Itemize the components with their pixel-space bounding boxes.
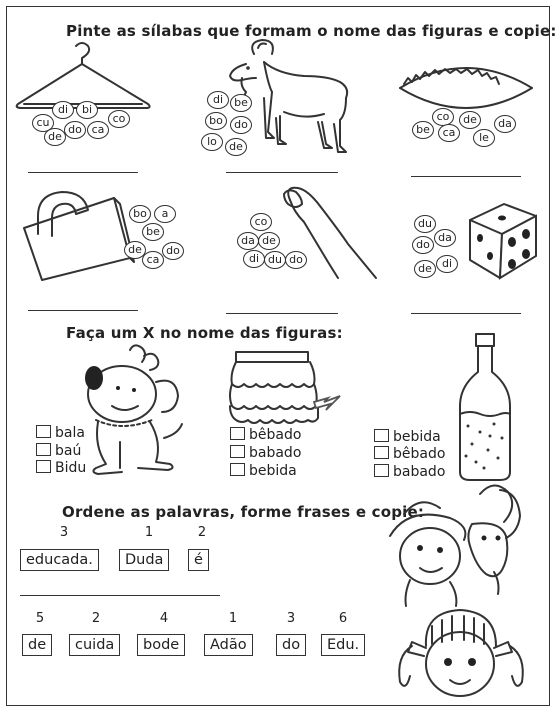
word-number: 3 (59, 525, 69, 540)
checkbox[interactable] (374, 446, 389, 459)
word-card[interactable]: é (188, 549, 209, 571)
instruction-syllables: Pinte as sílabas que formam o nome das figuras e copie: (66, 22, 557, 40)
word-card[interactable]: Edu. (321, 634, 365, 656)
answer-line[interactable] (28, 310, 138, 311)
checkbox[interactable] (230, 445, 245, 458)
syllable-bubble[interactable]: be (230, 94, 252, 112)
syllable-bubble[interactable]: de (44, 128, 66, 146)
syllable-bubble[interactable]: bo (205, 112, 227, 130)
syllable-bubble[interactable]: di (52, 101, 74, 119)
answer-line[interactable] (20, 595, 220, 596)
syllable-bubble[interactable]: do (230, 116, 252, 134)
answer-line[interactable] (411, 176, 521, 177)
word-card[interactable]: de (22, 634, 52, 656)
word-number: 6 (338, 611, 348, 626)
option-checkbox[interactable] (36, 443, 81, 459)
checkbox[interactable] (230, 463, 245, 476)
checkbox[interactable] (36, 425, 51, 438)
syllable-bubble[interactable]: di (436, 255, 458, 273)
syllable-bubble[interactable]: de (459, 111, 481, 129)
syllable-bubble[interactable]: ca (142, 251, 164, 269)
bottle-icon (450, 332, 520, 482)
boy-with-goat-icon (384, 484, 530, 608)
syllable-bubble[interactable]: le (473, 129, 495, 147)
option-checkbox[interactable] (374, 429, 441, 445)
option-label: bebida (249, 463, 297, 479)
checkbox[interactable] (36, 443, 51, 456)
word-card[interactable]: cuida (69, 634, 120, 656)
syllable-bubble[interactable]: de (258, 232, 280, 250)
answer-line[interactable] (411, 313, 521, 314)
syllable-bubble[interactable]: bi (76, 101, 98, 119)
syllable-bubble[interactable]: de (414, 260, 436, 278)
syllable-bubble[interactable]: co (250, 213, 272, 231)
option-label: bêbado (393, 446, 446, 462)
answer-line[interactable] (28, 172, 138, 173)
girl-icon (392, 606, 528, 702)
padlock-icon (18, 188, 134, 284)
word-number: 3 (286, 611, 296, 626)
word-card[interactable]: Adão (204, 634, 253, 656)
syllable-bubble[interactable]: do (412, 236, 434, 254)
syllable-bubble[interactable]: de (225, 138, 247, 156)
word-number: 2 (91, 611, 101, 626)
answer-line[interactable] (226, 172, 338, 173)
option-checkbox[interactable] (36, 460, 86, 476)
checkbox[interactable] (374, 429, 389, 442)
syllable-bubble[interactable]: do (64, 121, 86, 139)
syllable-bubble[interactable]: ca (87, 121, 109, 139)
option-label: baú (55, 443, 82, 459)
skirt-icon (222, 346, 342, 430)
syllable-bubble[interactable]: di (207, 91, 229, 109)
word-number: 2 (197, 525, 207, 540)
option-label: bala (55, 425, 85, 441)
word-card[interactable]: Duda (119, 549, 169, 571)
dice-icon (460, 198, 540, 282)
option-label: babado (393, 464, 446, 480)
syllable-bubble[interactable]: da (237, 232, 259, 250)
answer-line[interactable] (226, 313, 338, 314)
option-label: bêbado (249, 427, 302, 443)
syllable-bubble[interactable]: bo (129, 205, 151, 223)
syllable-bubble[interactable]: a (154, 205, 176, 223)
word-number: 1 (144, 525, 154, 540)
syllable-bubble[interactable]: be (142, 223, 164, 241)
word-number: 1 (228, 611, 238, 626)
syllable-bubble[interactable]: co (432, 108, 454, 126)
syllable-bubble[interactable]: lo (201, 133, 223, 151)
syllable-bubble[interactable]: da (434, 229, 456, 247)
syllable-bubble[interactable]: de (124, 241, 146, 259)
syllable-bubble[interactable]: be (412, 121, 434, 139)
instruction-order: Ordene as palavras, forme frases e copie: (62, 503, 425, 521)
word-card[interactable]: educada. (20, 549, 99, 571)
checkbox[interactable] (374, 464, 389, 477)
dog-icon (72, 342, 188, 476)
word-number: 5 (35, 611, 45, 626)
syllable-bubble[interactable]: cu (32, 114, 54, 132)
option-label: babado (249, 445, 302, 461)
pastry-icon (396, 54, 536, 110)
syllable-bubble[interactable]: do (285, 251, 307, 269)
word-number: 4 (159, 611, 169, 626)
option-checkbox[interactable] (230, 463, 297, 479)
syllable-bubble[interactable]: ca (438, 124, 460, 142)
syllable-bubble[interactable]: du (414, 215, 436, 233)
option-checkbox[interactable] (374, 464, 445, 480)
instruction-mark-x: Faça um X no nome das figuras: (66, 324, 343, 342)
syllable-bubble[interactable]: do (162, 242, 184, 260)
syllable-bubble[interactable]: di (243, 250, 265, 268)
syllable-bubble[interactable]: co (108, 110, 130, 128)
option-label: bebida (393, 429, 441, 445)
option-checkbox[interactable] (36, 425, 85, 441)
word-card[interactable]: do (276, 634, 306, 656)
syllable-bubble[interactable]: du (264, 251, 286, 269)
checkbox[interactable] (230, 427, 245, 440)
option-checkbox[interactable] (230, 445, 301, 461)
option-checkbox[interactable] (230, 427, 301, 443)
option-checkbox[interactable] (374, 446, 445, 462)
word-card[interactable]: bode (137, 634, 185, 656)
checkbox[interactable] (36, 460, 51, 473)
option-label: Bidu (55, 460, 87, 476)
syllable-bubble[interactable]: da (494, 115, 516, 133)
